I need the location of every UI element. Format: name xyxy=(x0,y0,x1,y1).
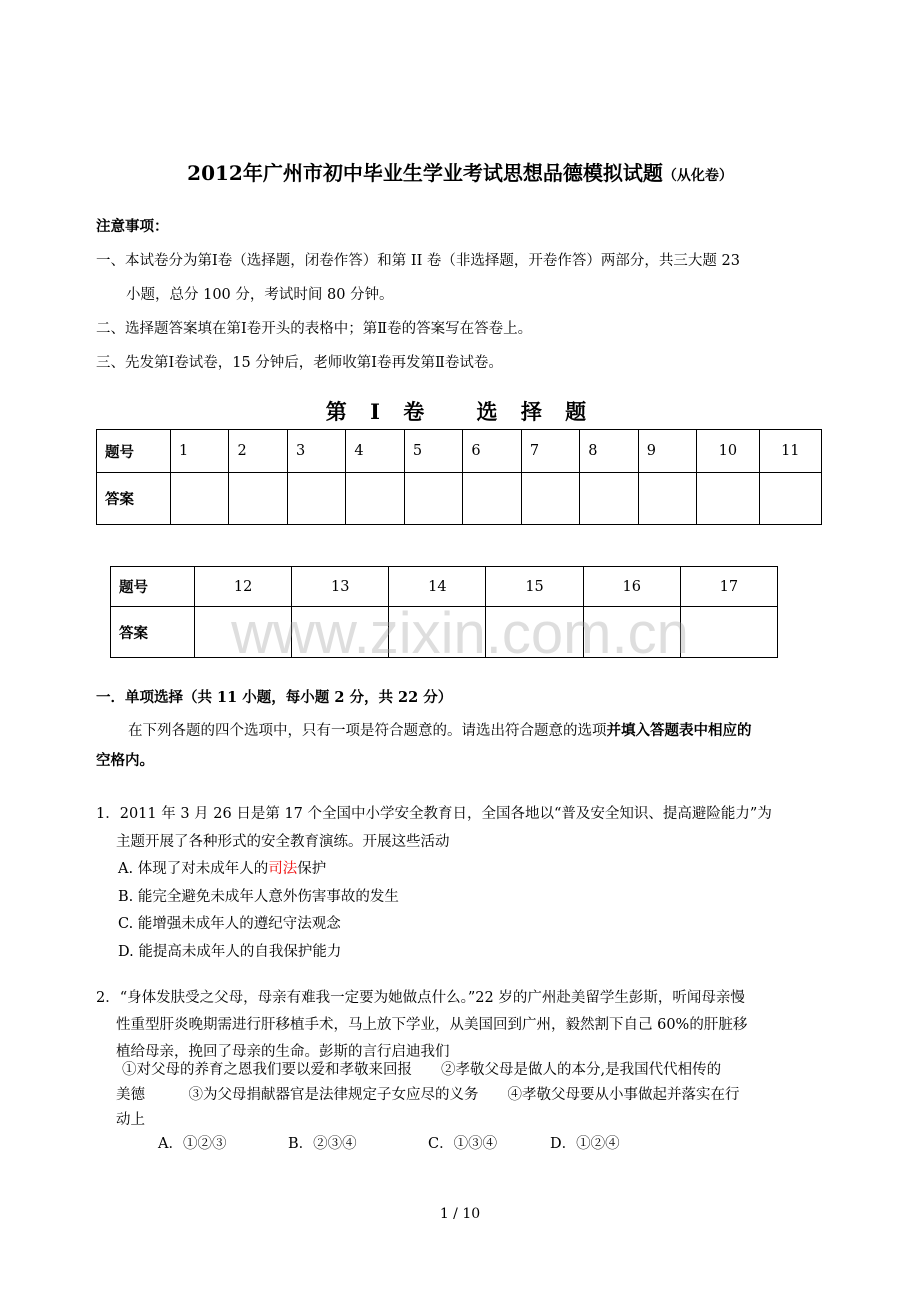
q1-stem: 1．2011 年 3 月 26 日是第 17 个全国中小学安全教育日，全国各地以“普及安全知识、提高避险能力”为 xyxy=(96,806,772,822)
answer-cell xyxy=(287,473,345,525)
q1-option-d: D. 能提高未成年人的自我保护能力 xyxy=(118,944,342,960)
answer-cell xyxy=(580,473,638,525)
answer-cell xyxy=(346,473,404,525)
instr-bold: 并填入答题表中相应的 xyxy=(606,722,752,739)
q2-statements: 美德 ③为父母捐献器官是法律规定子女应尽的义务 ④孝敬父母要从小事做起并落实在行 xyxy=(116,1087,740,1103)
option-text: 保护 xyxy=(297,861,327,877)
title-suffix: （从化卷） xyxy=(662,168,733,184)
question-number: 5 xyxy=(404,430,462,473)
instr-text: 在下列各题的四个选项中，只有一项是符合题意的。请选出符合题意的选项 xyxy=(128,723,607,739)
part1-heading: 一．单项选择（共 11 小题，每小题 2 分，共 22 分） xyxy=(96,689,453,706)
answer-label: 答案 xyxy=(111,607,195,658)
q2-option-a: A．①②③ xyxy=(158,1136,227,1152)
question-number: 1 xyxy=(171,430,229,473)
q1-stem: 主题开展了各种形式的安全教育演练。开展这些活动 xyxy=(116,834,450,850)
row-label: 题号 xyxy=(111,567,195,607)
instr-bold-cont: 空格内。 xyxy=(96,752,154,769)
question-number: 17 xyxy=(680,567,777,607)
question-number: 14 xyxy=(389,567,486,607)
answer-cell xyxy=(521,473,579,525)
q2-option-b: B．②③④ xyxy=(288,1136,357,1152)
answer-cell xyxy=(404,473,462,525)
note-line: 一、本试卷分为第Ⅰ卷（选择题，闭卷作答）和第 II 卷（非选择题，开卷作答）两部分，共三大题 23 xyxy=(96,253,740,269)
question-number: 3 xyxy=(287,430,345,473)
question-number: 13 xyxy=(292,567,389,607)
answer-table-1 xyxy=(96,429,822,525)
section-title: 第 Ⅰ 卷 选 择 题 xyxy=(325,399,595,424)
q2-option-c: C．①③④ xyxy=(428,1136,498,1152)
answer-cell xyxy=(171,473,229,525)
question-number: 8 xyxy=(580,430,638,473)
question-number: 10 xyxy=(697,430,759,473)
option-text: A. 体现了对未成年人的 xyxy=(118,861,269,877)
q2-statements: 动上 xyxy=(116,1112,145,1128)
answer-label: 答案 xyxy=(97,473,171,525)
q2-stem: 植给母亲，挽回了母亲的生命。彭斯的言行启迪我们 xyxy=(116,1044,450,1060)
question-number: 11 xyxy=(759,430,821,473)
answer-cell xyxy=(229,473,287,525)
q2-stem: 性重型肝炎晚期需进行肝移植手术，马上放下学业，从美国回到广州，毅然割下自己 60%的肝脏移 xyxy=(116,1017,748,1033)
q2-stem: 2．“身体发肤受之父母，母亲有难我一定要为她做点什么。”22 岁的广州赴美留学生彭斯，听闻母亲慢 xyxy=(96,990,745,1006)
watermark: www.zixin.com.cn xyxy=(231,601,689,666)
note-line: 三、先发第Ⅰ卷试卷，15 分钟后，老师收第Ⅰ卷再发第Ⅱ卷试卷。 xyxy=(96,355,503,371)
q2-statements: ①对父母的养育之恩我们要以爱和孝敬来回报 ②孝敬父母是做人的本分,是我国代代相传的 xyxy=(122,1062,722,1078)
answer-cell xyxy=(697,473,759,525)
row-label: 题号 xyxy=(97,430,171,473)
question-number: 7 xyxy=(521,430,579,473)
question-number: 2 xyxy=(229,430,287,473)
page-title xyxy=(0,157,920,186)
question-number: 6 xyxy=(463,430,521,473)
q1-option-c: C. 能增强未成年人的遵纪守法观念 xyxy=(118,916,341,932)
answer-cell xyxy=(638,473,696,525)
question-number: 16 xyxy=(583,567,680,607)
question-number: 4 xyxy=(346,430,404,473)
note-line: 小题，总分 100 分，考试时间 80 分钟。 xyxy=(126,287,394,303)
highlighted-text: 司法 xyxy=(268,861,298,877)
question-number: 15 xyxy=(486,567,583,607)
q2-option-d: D．①②④ xyxy=(550,1136,620,1152)
q1-option-b: B. 能完全避免未成年人意外伤害事故的发生 xyxy=(118,889,399,905)
question-number: 9 xyxy=(638,430,696,473)
part1-instructions xyxy=(128,721,752,741)
notes-heading: 注意事项： xyxy=(96,218,169,235)
note-line: 二、选择题答案填在第Ⅰ卷开头的表格中；第Ⅱ卷的答案写在答卷上。 xyxy=(96,321,533,337)
title-text: 2012年广州市初中毕业生学业考试思想品德模拟试题 xyxy=(187,161,663,185)
answer-cell xyxy=(463,473,521,525)
q1-option-a xyxy=(118,859,326,879)
question-number: 12 xyxy=(195,567,292,607)
page-number: 1 / 10 xyxy=(439,1206,481,1222)
answer-cell xyxy=(759,473,821,525)
